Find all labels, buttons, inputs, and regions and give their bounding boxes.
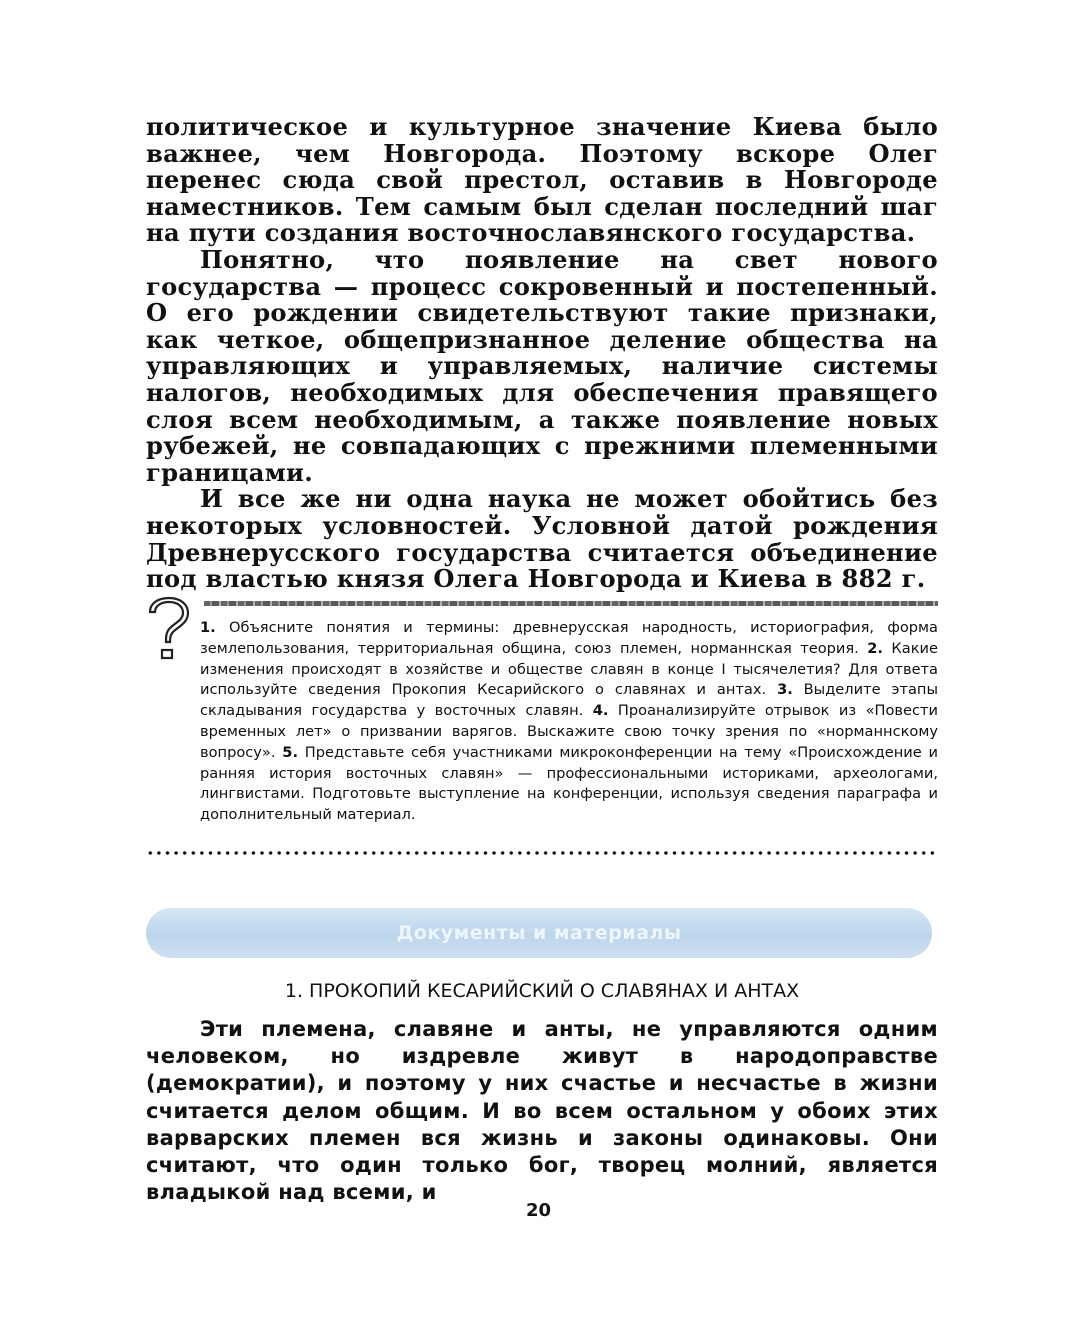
dotted-divider bbox=[146, 850, 938, 856]
paragraph-1: политическое и культурное значение Киева было важнее, чем Новгорода. Поэтому вскоре Олег перенес сюда свой престол, оставив в Новгороде наместников. Тем самым был сделан последний шаг на пути создания восточнославянского государства. bbox=[146, 112, 938, 248]
section-banner bbox=[146, 908, 932, 958]
question-3: Выделите этапы складывания государства у восточных славян. bbox=[200, 681, 938, 720]
question-2: Какие изменения происходят в хозяйстве и обществе славян в конце I тысячелетия? Для ответа используйте сведения Прокопия Кесарийского о славянах и антах. bbox=[200, 639, 938, 699]
main-text bbox=[146, 114, 938, 593]
question-5: Представьте себя участниками микроконференции на тему «Происхождение и ранняя история восточных славян» — профессиональными историками, археологами, лингвистами. Подготовьте выступление на конференции, используя сведения параграфа и дополнительный материал. bbox=[200, 743, 939, 824]
paragraph-3 bbox=[146, 486, 938, 592]
document-paragraph: Эти племена, славяне и анты, не управляются одним человеком, но издревле живут в народоправстве (демократии), и поэтому у них счастье и несчастье в жизни считается делом общим. И во всем остальном у обоих этих варварских племен вся жизнь и законы одинаковы. Они считают, что один только бог, творец молний, является владыкой над всеми, и bbox=[146, 1017, 938, 1205]
question-2-number: 2. bbox=[867, 639, 883, 657]
section-banner-label: Документы и материалы bbox=[396, 922, 682, 944]
paragraph-2: Понятно, что появление на свет нового государства — процесс сокровенный и постепенный. О его рождении свидетельствуют такие признаки, как четкое, общепризнанное деление общества на управляющих и управляемых, наличие системы налогов, необходимых для обеспечения правящего слоя всем необходимым, а также появление новых рубежей, не совпадающих с прежними племенными границами. bbox=[146, 244, 938, 487]
question-1-number: 1. bbox=[200, 619, 216, 636]
question-mark-icon bbox=[146, 596, 192, 662]
question-4: Проанализируйте отрывок из «Повести временных лет» о призвании варягов. Выскажите свою точку зрения по «норманнскому вопросу». bbox=[200, 702, 938, 761]
paragraph-3-text: И все же ни одна наука не может обойтись без некоторых условностей. Условной датой рождения Древнерусского государства считается объединение под властью князя Олега Новгорода и Киева в bbox=[146, 484, 938, 594]
document-text bbox=[146, 1016, 938, 1206]
question-1: Объясните понятия и термины: древнерусская народность, историография, форма землепользования, территориальная община, союз племен, норманнская теория. bbox=[200, 619, 938, 657]
founding-date: 882 г. bbox=[841, 564, 926, 594]
document-title: 1. ПРОКОПИЙ КЕСАРИЙСКИЙ О СЛАВЯНАХ И АНТАХ bbox=[284, 980, 800, 1002]
question-5-number: 5. bbox=[282, 743, 298, 761]
question-3-number: 3. bbox=[777, 681, 793, 699]
question-4-number: 4. bbox=[592, 702, 609, 720]
questions-text bbox=[200, 618, 938, 826]
questions-top-rule bbox=[204, 601, 938, 606]
page-number: 20 bbox=[525, 1200, 552, 1221]
